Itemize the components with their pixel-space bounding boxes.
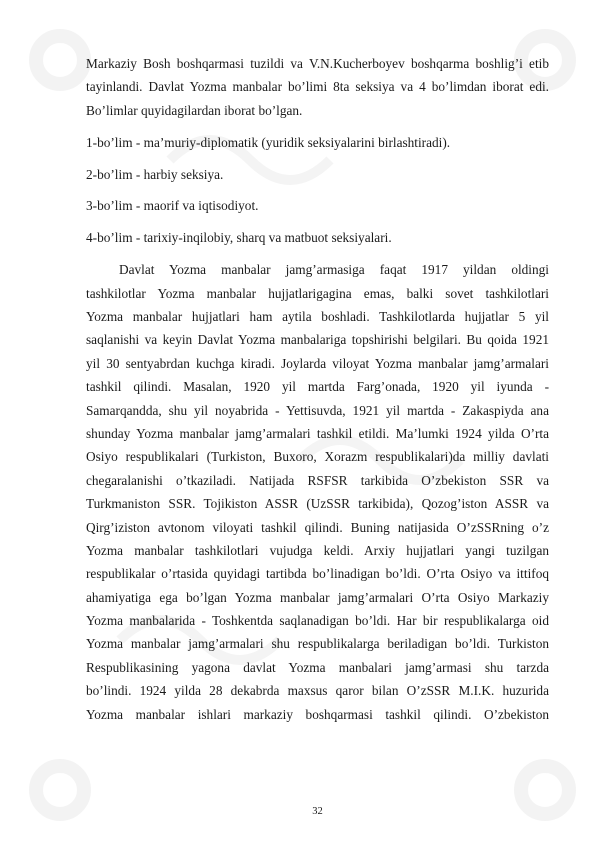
- paragraph-line: Qirg’iziston avtonom viloyati tashkil qilindi. Buning natijasida O’zSSRning o’z: [86, 519, 549, 535]
- intro-line-1: Markaziy Bosh boshqarmasi tuzildi va V.N.Kucherboyev boshqarma boshlig’i etib: [86, 56, 549, 71]
- list-item-1: 1-bo’lim - ma’muriy-diplomatik (yuridik seksiyalarini birlashtiradi).: [86, 134, 451, 150]
- paragraph-line: tashkil qilindi. Masalan, 1920 yil martda Farg’onada, 1920 yil iyunda -: [86, 379, 549, 395]
- list-item-2: 2-bo’lim - harbiy seksiya.: [86, 166, 224, 182]
- paragraph-line: bo’lindi. 1924 yilda 28 dekabrda maxsus qaror bilan O’zSSR M.I.K. huzurida: [86, 683, 549, 699]
- paragraph-line: Osiyo respublikalari (Turkiston, Buxoro, Xorazm respublikalari)da milliy davlati: [86, 449, 549, 465]
- intro-line-2: tayinlandi. Davlat Yozma manbalar bo’limi 8ta seksiya va 4 bo’limdan iborat edi.: [86, 79, 549, 95]
- body-text: [86, 52, 549, 726]
- paragraph-line: respublikalar o’rtasida quyidagi tartibda bo’linadigan bo’ldi. O’rta Osiyo va ittifoq: [86, 566, 549, 582]
- list-item-3: 3-bo’lim - maorif va iqtisodiyot.: [86, 198, 259, 214]
- paragraph-line: Samarqandda, shu yil noyabrida - Yettisuvda, 1921 yil martda - Zakaspiyda ana: [86, 402, 549, 418]
- paragraph-line: ahamiyatiga ega bo’lgan Yozma manbalar jamg’armalari O’rta Osiyo Markaziy: [86, 589, 549, 605]
- page-number: 32: [312, 806, 323, 817]
- paragraph-line: Davlat Yozma manbalar jamg’armasiga faqat 1917 yildan oldingi: [119, 262, 549, 278]
- paragraph-line: tashkilotlar Yozma manbalar hujjatlarigagina emas, balki sovet tashkilotlari: [86, 285, 549, 301]
- paragraph-line: chegaralanishi o’tkaziladi. Natijada RSFSR tarkibida O’zbekiston SSR va: [86, 472, 549, 488]
- intro-line-3: Bo’limlar quyidagilardan iborat bo’lgan.: [86, 102, 303, 118]
- paragraph-line: Yozma manbalarida - Toshkentda saqlanadigan bo’ldi. Har bir respublikalarga oid: [86, 613, 549, 629]
- paragraph-line: Yozma manbalar ishlari markaziy boshqarmasi tashkil qilindi. O’zbekiston: [86, 706, 549, 722]
- paragraph-line: Yozma manbalar hujjatlari ham aytila boshladi. Tashkilotlarda hujjatlar 5 yil: [86, 309, 549, 325]
- list-item-4: 4-bo’lim - tarixiy-inqilobiy, sharq va matbuot seksiyalari.: [86, 230, 392, 246]
- paragraph-line: Turkmaniston SSR. Tojikiston ASSR (UzSSR tarkibida), Qozog’iston ASSR va: [86, 496, 549, 512]
- paragraph-line: Respublikasining yagona davlat Yozma manbalari jamg’armasi shu tarzda: [86, 659, 549, 675]
- paragraph-line: saqlanishi va keyin Davlat Yozma manbalariga topshirishi belgilari. Bu qoida 1921: [86, 332, 549, 348]
- paragraph-line: shunday Yozma manbalar jamg’armalari tashkil etildi. Ma’lumki 1924 yilda O’rta: [86, 425, 549, 441]
- paragraph-line: Yozma manbalar tashkilotlari vujudga keldi. Arxiy hujjatlari yangi tuzilgan: [86, 542, 549, 558]
- paragraph-line: Yozma manbalar jamg’armalari shu respublikalarga beriladigan bo’ldi. Turkiston: [86, 636, 549, 652]
- paragraph-line: yil 30 sentyabrdan kuchga kiradi. Joylarda viloyat Yozma manbalar jamg’armalari: [86, 355, 549, 371]
